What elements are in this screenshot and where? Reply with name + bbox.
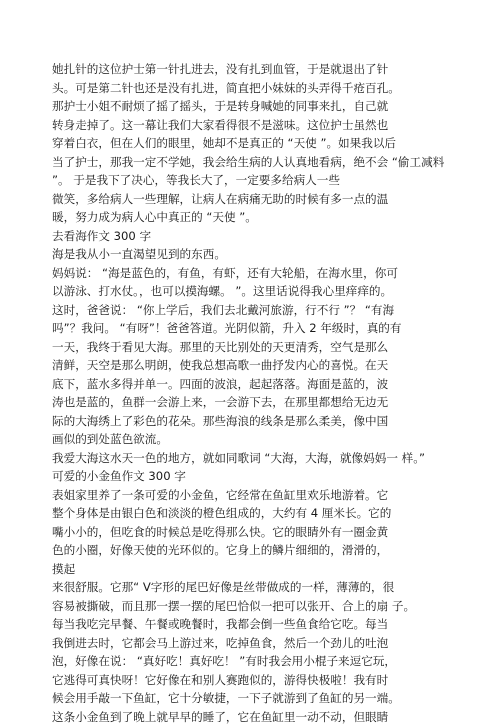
text-line: 表姐家里养了一条可爱的小金鱼，它经常在鱼缸里欢乐地游着。它 bbox=[52, 486, 488, 505]
text-line: 暖，努力成为病人心中真正的 “天使 ”。 bbox=[52, 208, 488, 227]
text-line: 我倒进去时，它都会马上游过来，吃掉鱼食，然后一个劲儿的吐泡 bbox=[52, 634, 488, 653]
text-line: 每当我吃完早餐、午餐或晚餐时，我都会倒一些鱼食给它吃。每当 bbox=[52, 615, 488, 634]
text-line: 这条小金鱼到了晚上就早早的睡了，它在鱼缸里一动不动，但眼睛 bbox=[52, 708, 488, 726]
text-line: 穿着白衣，但在人们的眼里，她却不是真正的 “天使 ”。如果我以后 bbox=[52, 134, 488, 153]
text-line: 当了护士，那我一定不学她，我会给生病的人认真地看病，绝不会 “偷工减料 bbox=[52, 153, 488, 172]
text-line: 清鲜，天空是那么明朗，使我总想高歌一曲抒发内心的喜悦。在天 bbox=[52, 356, 488, 375]
text-line: 泡，好像在说： “真好吃！真好吃！ ”有时我会用小棍子来逗它玩， bbox=[52, 652, 488, 671]
text-line: 微笑，多给病人一些理解，让病人在病痛无助的时候有多一点的温 bbox=[52, 190, 488, 209]
text-body bbox=[52, 60, 488, 726]
text-line: 妈妈说： “海是蓝色的，有鱼，有虾，还有大轮船，在海水里，你可 bbox=[52, 264, 488, 283]
text-line: ”。 于是我下了决心，等我长大了，一定要多给病人一些 bbox=[52, 171, 488, 190]
text-line: 以游泳、打水仗。，也可以摸海螺。 ”。这里话说得我心里痒痒的。 bbox=[52, 282, 488, 301]
text-line: 底下，蓝水多得并单一。四面的波浪，起起落落。海面是蓝的，波 bbox=[52, 375, 488, 394]
text-line: 我爱大海这水天一色的地方，就如同歌词 “大海，大海，就像妈妈一 样。” bbox=[52, 449, 488, 468]
text-line: 际的大海绣上了彩色的花朵。那些海浪的线条是那么柔美，像中国 bbox=[52, 412, 488, 431]
section-heading: 可爱的小金鱼作文 300 字 bbox=[52, 467, 488, 486]
text-line: 海是我从小一直渴望见到的东西。 bbox=[52, 245, 488, 264]
text-line: 容易被撕破，而且那一摆一摆的尾巴恰似一把可以张开、合上的扇 子。 bbox=[52, 597, 488, 616]
text-line: 整个身体是由银白色和淡淡的橙色组成的，大约有 4 厘米长。它的 bbox=[52, 504, 488, 523]
text-line: 一天，我终于看见大海。那里的天比别处的天更清秀，空气是那么 bbox=[52, 338, 488, 357]
text-line: 候会用手敲一下鱼缸，它十分敏捷，一下子就游到了鱼缸的另一端。 bbox=[52, 689, 488, 708]
text-line: 嘴小小的，但吃食的时候总是吃得那么快。它的眼睛外有一圈金黄 bbox=[52, 523, 488, 542]
text-line: 色的小圈，好像天使的光环似的。它身上的鳞片细细的，滑滑的， bbox=[52, 541, 488, 560]
text-line: 那护士小姐不耐烦了摇了摇头，于是转身喊她的同事来扎，自己就 bbox=[52, 97, 488, 116]
section-heading: 去看海作文 300 字 bbox=[52, 227, 488, 246]
text-line: 它逃得可真快呀！它好像在和别人赛跑似的，游得快极啦！我有时 bbox=[52, 671, 488, 690]
text-line: 来很舒服。它那“ V字形的尾巴好像是丝带做成的一样，薄薄的，很 bbox=[52, 578, 488, 597]
text-line: 她扎针的这位护士第一针扎进去，没有扎到血管，于是就退出了针 bbox=[52, 60, 488, 79]
text-line: 涛也是蓝的，鱼群一会游上来，一会游下去，在那里都想给无边无 bbox=[52, 393, 488, 412]
text-line: 头。可是第二针也还是没有扎进，简直把小妹妹的头弄得千疮百孔。 bbox=[52, 79, 488, 98]
text-line: 摸起 bbox=[52, 560, 488, 579]
text-line: 吗”？我问。 “有呀”！爸爸答道。光阴似箭，升入 2 年级时，真的有 bbox=[52, 319, 488, 338]
text-line: 这时，爸爸说： “你上学后，我们去北戴河旅游，行不行 ”？ “有海 bbox=[52, 301, 488, 320]
text-line: 画似的到处蓝色欲流。 bbox=[52, 430, 488, 449]
text-line: 转身走掉了。这一幕让我们大家看得很不是滋味。这位护士虽然也 bbox=[52, 116, 488, 135]
